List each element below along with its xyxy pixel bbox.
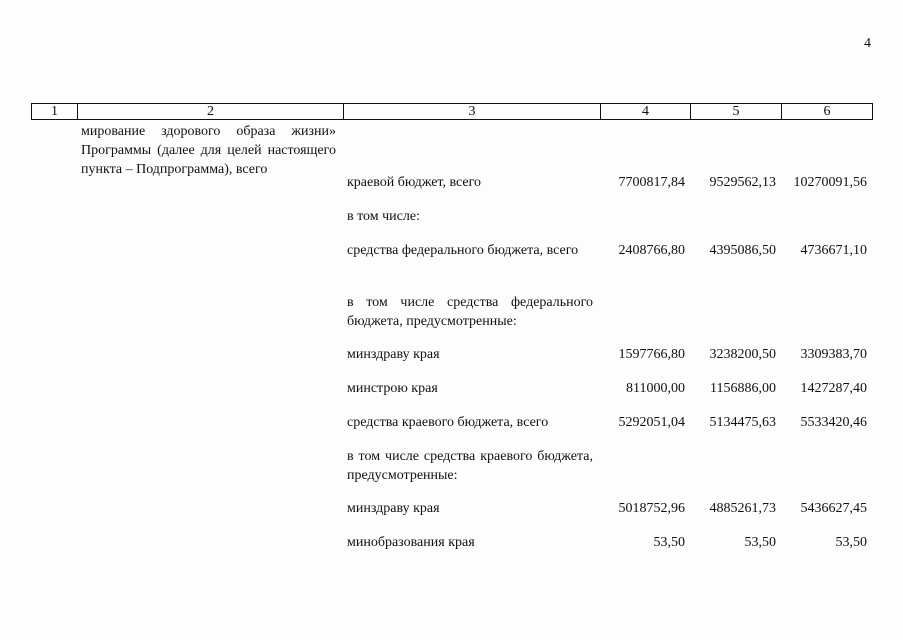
value-col4: 5292051,04: [618, 415, 685, 430]
value-col6: 53,50: [835, 535, 867, 550]
value-col5: 9529562,13: [709, 175, 776, 190]
column-header-3: 3: [344, 104, 601, 120]
value-col6: 4736671,10: [800, 243, 867, 258]
column-header-row: [31, 103, 873, 120]
column-header-4: 4: [601, 104, 691, 120]
row-label: средства краевого бюджета, всего: [347, 415, 549, 430]
value-col5: 4885261,73: [709, 501, 776, 516]
value-col4: 5018752,96: [618, 501, 685, 516]
value-col5: 4395086,50: [709, 243, 776, 258]
page-number: 4: [864, 36, 871, 51]
row-label: в том числе средства федерального бюджета, предусмотренные:: [347, 295, 593, 329]
row-label: минздраву края: [347, 501, 440, 516]
row-label: минобразования края: [347, 535, 475, 550]
column-header-6: 6: [782, 104, 873, 120]
row-label: в том числе:: [347, 209, 420, 224]
value-col5: 1156886,00: [710, 381, 776, 396]
value-col5: 53,50: [744, 535, 776, 550]
row-label: средства федерального бюджета, всего: [347, 243, 579, 258]
row-label: минздраву края: [347, 347, 440, 362]
column-header-5: 5: [691, 104, 782, 120]
value-col4: 811000,00: [626, 381, 685, 396]
value-col5: 5134475,63: [709, 415, 776, 430]
column-header-2: 2: [78, 104, 344, 120]
value-col6: 1427287,40: [800, 381, 867, 396]
value-col4: 1597766,80: [618, 347, 685, 362]
value-col6: 3309383,70: [800, 347, 867, 362]
value-col4: 7700817,84: [618, 175, 685, 190]
value-col6: 10270091,56: [793, 175, 867, 190]
column-header-1: 1: [32, 104, 78, 120]
row-label: краевой бюджет, всего: [347, 175, 482, 190]
row-label: минстрою края: [347, 381, 438, 396]
row-label: в том числе средства краевого бюджета, предусмотренные:: [347, 449, 593, 483]
value-col4: 2408766,80: [618, 243, 685, 258]
value-col6: 5436627,45: [800, 501, 867, 516]
value-col4: 53,50: [653, 535, 685, 550]
value-col5: 3238200,50: [709, 347, 776, 362]
value-col6: 5533420,46: [800, 415, 867, 430]
subprogram-name-cell: мирование здорового образа жизни» Программы (далее для целей настоящего пункта – Подпрограмма), всего: [81, 124, 336, 177]
